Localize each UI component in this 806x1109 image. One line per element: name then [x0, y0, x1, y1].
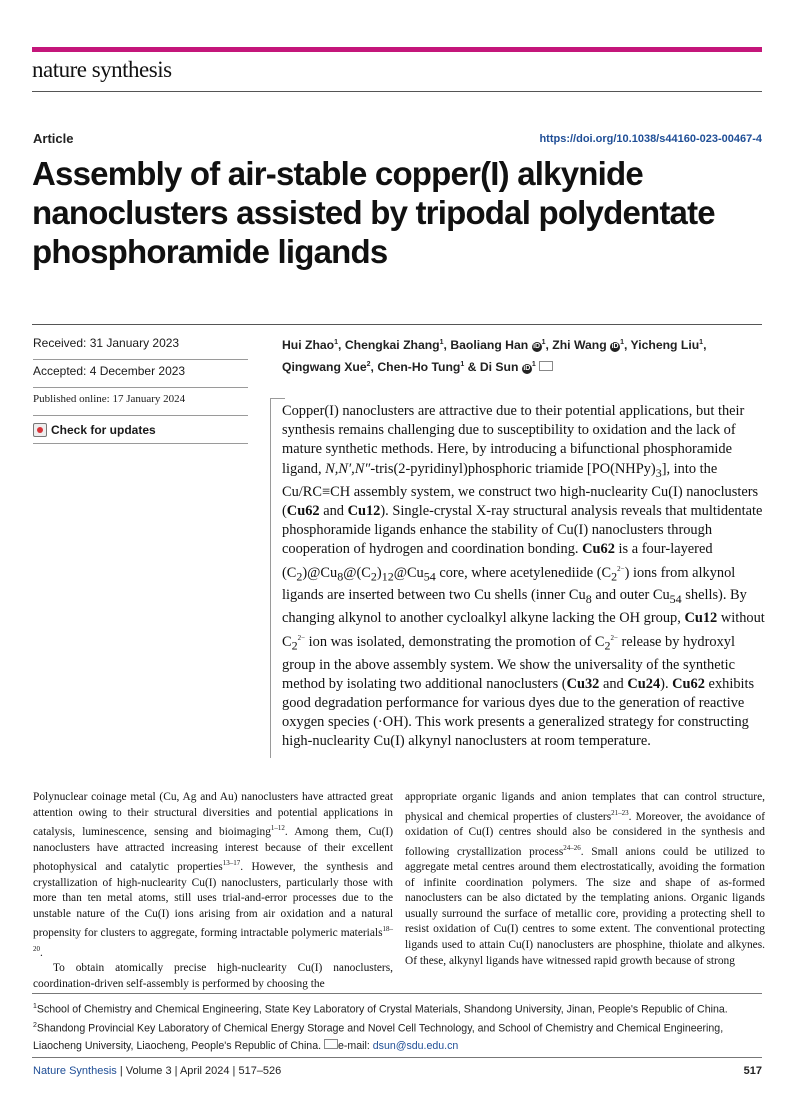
citation[interactable]: 1–12: [270, 824, 285, 833]
author[interactable]: Chengkai Zhang: [344, 338, 440, 353]
page-title: Assembly of air-stable copper(I) alkynide nanoclusters assisted by tripodal polydentate phosphoramide ligands: [32, 155, 715, 270]
orcid-icon[interactable]: iD: [533, 343, 541, 351]
crossmark-icon: [33, 423, 47, 437]
orcid-icon[interactable]: iD: [523, 365, 531, 373]
abstract-border: [270, 398, 271, 758]
divider: [32, 324, 762, 325]
author[interactable]: Baoliang Han: [450, 338, 529, 353]
check-for-updates-button[interactable]: [33, 416, 248, 444]
author-list: Hui Zhao$^1$, Chengkai Zhang$^1$, Baoliang Han $iD^1$, Zhi Wang $iD^1$, Yicheng Liu$^1$, Qingwang Xue$^2$, Chen-Ho Tung$^1$ & Di Sun $iD^1$: [282, 338, 707, 375]
body-column-right: appropriate organic ligands and anion templates that can control structure, physical and chemical properties of clusters$^{21-23}$. Moreover, the avoidance of oxidation of Cu(I) centres should also be considered in the synthesis and following crystallization process$^{24-26}$. Small anions could be utilized to aggregate metal centres around them electrostatically, avoiding the formation of infinite coordination polymers. The size and shape of as-formed nanoclusters can be also dictated by the templating anions. Organic ligands usually surround the surface of metallic core, providing a protecting shell to resist oxidation of Cu(I) centres to some extent. The conventional protecting ligands used to attain Cu(I) nanoclusters are phosphine, thiolate and alkynes. Of these, alkynyl ligands have witnessed rapid growth because of strong: [405, 791, 765, 967]
citation[interactable]: 21–23: [611, 808, 629, 817]
author[interactable]: Zhi Wang: [552, 338, 607, 353]
article-type: Article: [33, 131, 74, 146]
accepted-date: Accepted: 4 December 2023: [33, 360, 248, 388]
abstract-border: [270, 398, 285, 399]
email-link[interactable]: dsun@sdu.edu.cn: [372, 1039, 459, 1052]
received-date: Received: 31 January 2023: [33, 332, 248, 360]
citation[interactable]: 24–26: [563, 843, 581, 852]
citation[interactable]: 13–17: [222, 859, 241, 868]
body-column-left: Polynuclear coinage metal (Cu, Ag and Au) nanoclusters have attracted great attention owing to their structural diversities and potential applications in catalysis, luminescence, sensing and bioimaging$^{1-12}$. Among them, Cu(I) nanoclusters have attracted increasing interest because of their excellent photophysical and catalytic properties$^{13-17}$. However, the synthesis and crystallization of high-nuclearity Cu(I) nanoclusters, particularly those with more than ten metal atoms, still uses trial-and-error processes due to the unstable nature of the Cu(I) ions arising from air oxidation and a natural propensity for clusters to aggregate, forming intractable polymeric materials$^{18-20}$. To obtain atomically precise high-nuclearity Cu(I) nanoclusters, coordination-driven self-assembly is performed by choosing the: [33, 791, 393, 990]
orcid-icon[interactable]: iD: [611, 343, 619, 351]
email-icon: [324, 1039, 338, 1049]
abstract: Copper(I) nanoclusters are attractive due to their potential applications, but their synthesis remains challenging due to susceptibility to oxidation and the lack of mature synthetic methods. Here, by introducing a bifunctional phosphoramide ligand, N,N′,N″-tris(2-pyridinyl)phosphoric triamide $[PO(NHPy)_3]$, into the Cu/RC≡CH assembly system, we construct two high-nuclearity Cu(I) nanoclusters (Cu62 and Cu12). Single-crystal X-ray structural analysis reveals that multidentate phosphoramide ligands enhance the stability of Cu(I) nanoclusters through cooperation of hydrogen and coordination bonding. Cu62 is a four-layered $(C_2)@Cu_8@(C_2)_{12}@Cu_{54}$ core, where acetylenediide $(C_2^{2-})$ ions from alkynol ligands are inserted between two Cu shells (inner $Cu_8$ and outer $Cu_{54}$ shells). By changing alkynol to another cycloalkyl alkyne lacking the OH group, Cu12 without $C_2^{2-}$ ion was isolated, demonstrating the promotion of $C_2^{2-}$ release by hydroxyl group in the above assembly system. We show the universality of the synthetic method by isolating two additional nanoclusters (Cu32 and Cu24). Cu62 exhibits good degradation performance for various dyes due to the generation of reactive oxygen species (·OH). This work presents a generalized strategy for constructing high-nuclearity Cu(I) alkynyl nanoclusters at room temperature.: [282, 403, 765, 750]
author[interactable]: Qingwang Xue: [282, 360, 367, 375]
article-dates: [33, 332, 248, 444]
journal-name[interactable]: nature synthesis: [32, 57, 172, 82]
author[interactable]: Yicheng Liu: [630, 338, 700, 353]
doi-link[interactable]: https://doi.org/10.1038/s44160-023-00467-4: [539, 133, 762, 145]
author[interactable]: Hui Zhao: [282, 338, 335, 353]
email-icon[interactable]: [539, 361, 553, 371]
divider: [32, 993, 762, 994]
page-number: 517: [743, 1065, 762, 1077]
check-for-updates-label: Check for updates: [51, 422, 156, 437]
footer-citation: Nature Synthesis | Volume 3 | April 2024 | 517–526: [33, 1065, 282, 1077]
published-date: Published online: 17 January 2024: [33, 388, 248, 416]
author[interactable]: Di Sun: [479, 360, 519, 375]
affiliations: $^1$School of Chemistry and Chemical Engineering, State Key Laboratory of Crystal Materials, Shandong University, Jinan, People's Republic of China. $^2$Shandong Provincial Key Laboratory of Chemical Energy Storage and Novel Cell Technology, and School of Chemistry and Chemical Engineering, Liaocheng University, Liaocheng, People's Republic of China. e-mail: dsun@sdu.edu.cn: [33, 1003, 728, 1052]
author[interactable]: Chen-Ho Tung: [377, 360, 461, 375]
footer-journal-link[interactable]: Nature Synthesis: [33, 1065, 117, 1077]
citation[interactable]: 18–20: [33, 925, 393, 953]
accent-bar: [32, 47, 762, 52]
divider: [32, 1057, 762, 1058]
divider: [32, 91, 762, 92]
